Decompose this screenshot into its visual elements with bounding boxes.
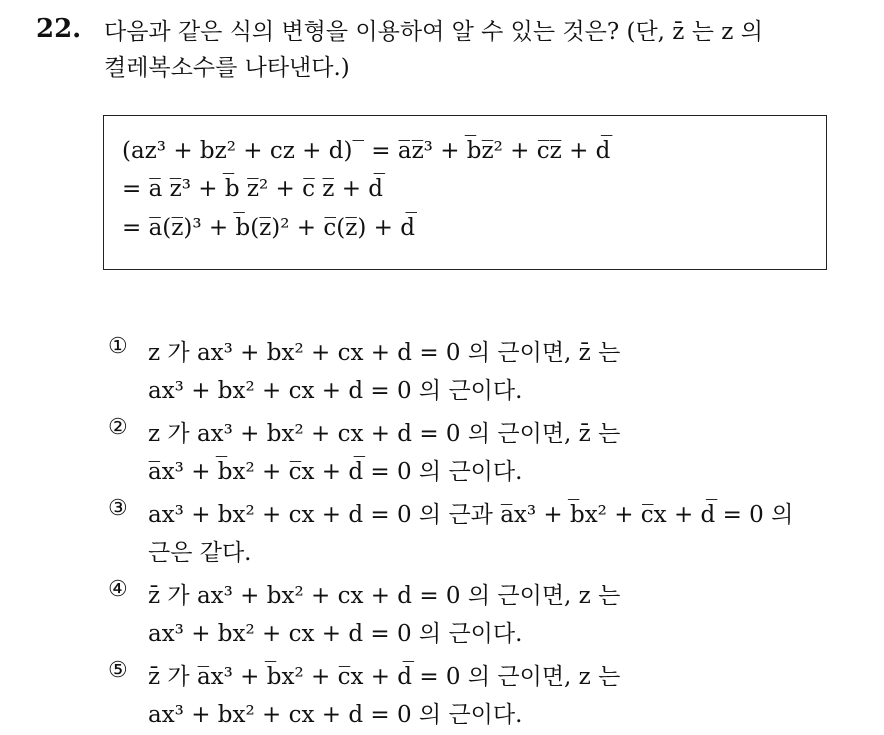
choice-marker: ③ <box>108 496 128 521</box>
equation-line-3: = a̅(z̅)³ + b̅(z̅)² + c̅(z̅) + d̅ <box>122 215 415 241</box>
equation-box <box>103 115 827 270</box>
choice-4[interactable] <box>108 573 868 654</box>
choice-text-line-2: ax³ + bx² + cx + d = 0 의 근이다. <box>148 702 523 728</box>
choice-marker: ⑤ <box>108 658 128 683</box>
choice-text-line-2: ax³ + bx² + cx + d = 0 의 근이다. <box>148 621 523 647</box>
question-text-line-1: 다음과 같은 식의 변형을 이용하여 알 수 있는 것은? (단, z̄ 는 z 의 <box>104 19 763 45</box>
question-number: 22. <box>36 14 82 44</box>
question-text <box>104 14 874 86</box>
choice-marker: ① <box>108 334 128 359</box>
equation-line-2: = a̅ z̅³ + b̅ z̅² + c̅ z̅ + d̅ <box>122 176 384 202</box>
choice-3[interactable] <box>108 492 868 573</box>
choice-text-line-1: z 가 ax³ + bx² + cx + d = 0 의 근이면, z̄ 는 <box>148 421 621 447</box>
choice-text-line-2: 근은 같다. <box>148 540 252 566</box>
choice-marker: ④ <box>108 577 128 602</box>
question-text-line-2: 켤레복소수를 나타낸다.) <box>104 55 350 81</box>
answer-choices <box>108 330 868 735</box>
equation-line-1: (az³ + bz² + cz + d)‾ = a̅z̅³ + b̅z̅² + c̅z̅ + d̅ <box>122 138 611 164</box>
choice-text-line-1: ax³ + bx² + cx + d = 0 의 근과 a̅x³ + b̅x² + c̅x + d̅ = 0 의 <box>148 502 794 528</box>
choice-text-line-1: z 가 ax³ + bx² + cx + d = 0 의 근이면, z̄ 는 <box>148 340 621 366</box>
choice-marker: ② <box>108 415 128 440</box>
choice-2[interactable] <box>108 411 868 492</box>
choice-text-line-1: z̄ 가 a̅x³ + b̅x² + c̅x + d̅ = 0 의 근이면, z 는 <box>148 664 621 690</box>
choice-text-line-2: ax³ + bx² + cx + d = 0 의 근이다. <box>148 378 523 404</box>
choice-5[interactable] <box>108 654 868 735</box>
choice-1[interactable] <box>108 330 868 411</box>
choice-text-line-2: a̅x³ + b̅x² + c̅x + d̅ = 0 의 근이다. <box>148 459 523 485</box>
choice-text-line-1: z̄ 가 ax³ + bx² + cx + d = 0 의 근이면, z 는 <box>148 583 621 609</box>
